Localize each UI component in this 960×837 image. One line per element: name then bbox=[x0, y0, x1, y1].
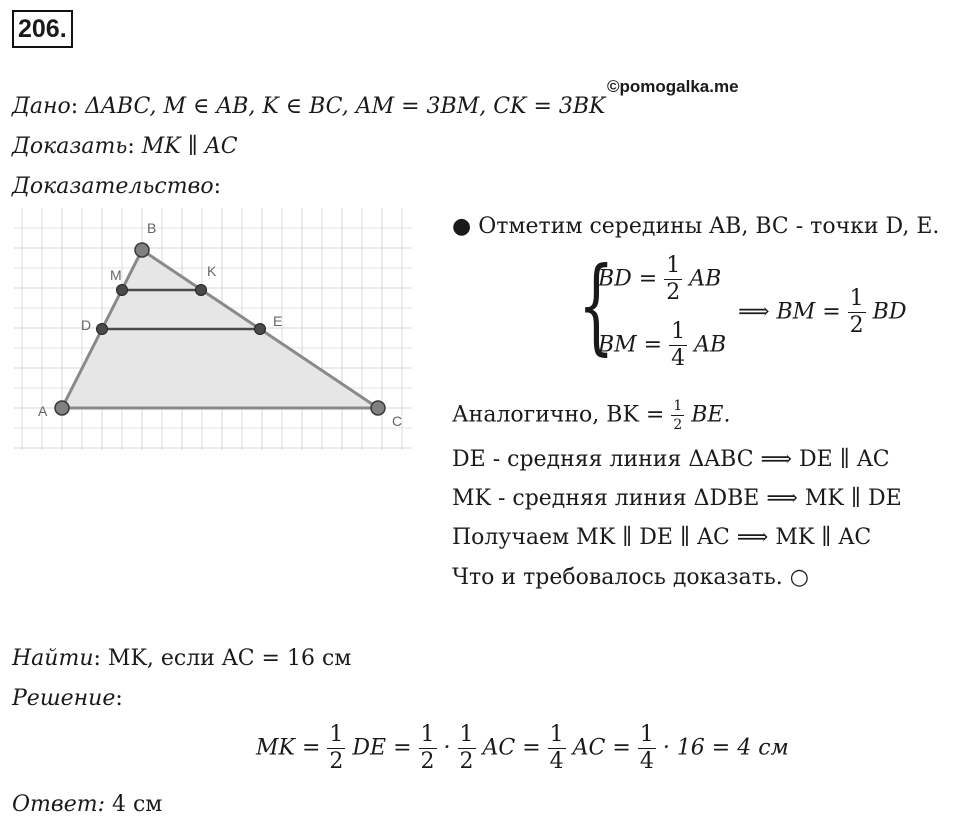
row1-fraction bbox=[664, 255, 682, 304]
result-right: BD bbox=[872, 299, 907, 325]
given-text: ΔABC, M ∈ AB, K ∈ BC, AM = 3BM, CK = 3BK bbox=[85, 94, 606, 119]
proof-label: Доказательство bbox=[12, 174, 214, 199]
sol-frac-1-den: 2 bbox=[329, 749, 344, 774]
point-b bbox=[135, 243, 149, 257]
sol-frac-5-num: 1 bbox=[639, 722, 654, 747]
watermark: ©pomogalka.me bbox=[607, 77, 739, 96]
solution-label: Решение bbox=[12, 686, 116, 711]
result-left: ⟹ BM = bbox=[738, 299, 841, 325]
system-brace: { bbox=[578, 244, 615, 366]
find-text: MK, если AC = 16 см bbox=[107, 646, 352, 671]
row1-left: BD = bbox=[598, 266, 658, 292]
analog-line bbox=[452, 399, 730, 432]
solution-heading: Решение: bbox=[12, 686, 123, 711]
sol-part-3: · bbox=[443, 735, 451, 761]
proof-line-get: Получаем MK ∥ DE ∥ AC ⟹ MK ∥ AC bbox=[452, 525, 872, 550]
label-d: D bbox=[81, 317, 92, 333]
sol-frac-3 bbox=[458, 724, 476, 773]
sol-frac-2 bbox=[419, 724, 437, 773]
find-line: Найти: MK, если AC = 16 см bbox=[12, 646, 352, 671]
solution-formula bbox=[256, 724, 789, 773]
proof-line-de: DE - средняя линия ΔABC ⟹ DE ∥ AC bbox=[452, 447, 890, 472]
row2-den: 4 bbox=[671, 346, 686, 371]
given-line: Дано: ΔABC, M ∈ AB, K ∈ BC, AM = 3BM, CK = 3BK bbox=[12, 94, 606, 119]
label-e: E bbox=[273, 313, 283, 329]
result-den: 2 bbox=[849, 313, 864, 338]
sol-frac-4-num: 1 bbox=[549, 722, 564, 747]
label-c: C bbox=[392, 413, 403, 429]
analog-den: 2 bbox=[673, 417, 683, 433]
proof-step-1: ● Отметим середины AB, BC - точки D, E. bbox=[452, 214, 940, 239]
point-k bbox=[196, 285, 207, 296]
triangle-figure bbox=[14, 208, 412, 450]
point-e bbox=[255, 324, 266, 335]
system-row-1 bbox=[598, 255, 721, 304]
prove-text: MK ∥ AC bbox=[141, 134, 238, 159]
sol-frac-5-den: 4 bbox=[639, 749, 654, 774]
row1-right: AB bbox=[689, 266, 722, 292]
sol-part-1: MK = bbox=[256, 735, 321, 761]
prove-line: Доказать: MK ∥ AC bbox=[12, 134, 238, 159]
analog-prefix: Аналогично, BK = bbox=[452, 402, 665, 428]
sol-frac-2-num: 1 bbox=[420, 722, 435, 747]
row2-num: 1 bbox=[671, 319, 686, 344]
prove-label: Доказать bbox=[12, 134, 128, 159]
row1-num: 1 bbox=[666, 253, 681, 278]
label-m: M bbox=[110, 267, 122, 283]
result-fraction bbox=[848, 288, 866, 337]
proof-line-qed: Что и требовалось доказать. ○ bbox=[452, 565, 809, 590]
sol-frac-4-den: 4 bbox=[549, 749, 564, 774]
sol-part-5: AC = bbox=[572, 735, 631, 761]
analog-num: 1 bbox=[673, 398, 683, 414]
point-m bbox=[117, 285, 128, 296]
find-label: Найти bbox=[12, 646, 94, 671]
sol-part-6: · 16 = 4 см bbox=[662, 735, 789, 761]
row2-fraction bbox=[669, 321, 687, 370]
answer-value: 4 см bbox=[112, 792, 163, 817]
point-c bbox=[371, 401, 385, 415]
row1-den: 2 bbox=[666, 280, 681, 305]
sol-frac-1-num: 1 bbox=[329, 722, 344, 747]
sol-frac-1 bbox=[327, 724, 345, 773]
point-a bbox=[55, 401, 69, 415]
sol-frac-5 bbox=[638, 724, 656, 773]
analog-suffix: BE. bbox=[691, 402, 731, 428]
system-result bbox=[738, 288, 906, 337]
answer-line bbox=[12, 792, 162, 817]
analog-fraction bbox=[671, 399, 684, 432]
result-num: 1 bbox=[849, 286, 864, 311]
row2-right: AB bbox=[694, 332, 727, 358]
proof-heading: Доказательство: bbox=[12, 174, 222, 199]
row2-left: BM = bbox=[598, 332, 663, 358]
sol-part-2: DE = bbox=[352, 735, 412, 761]
label-a: A bbox=[38, 403, 48, 419]
answer-label: Ответ: bbox=[12, 792, 105, 817]
proof-line-mk: MK - средняя линия ΔDBE ⟹ MK ∥ DE bbox=[452, 486, 902, 511]
label-k: K bbox=[207, 263, 217, 279]
sol-frac-3-num: 1 bbox=[459, 722, 474, 747]
label-b: B bbox=[147, 220, 157, 236]
sol-frac-4 bbox=[548, 724, 566, 773]
sol-part-4: AC = bbox=[482, 735, 541, 761]
given-label: Дано bbox=[12, 94, 71, 119]
problem-number: 206. bbox=[12, 10, 73, 48]
sol-frac-2-den: 2 bbox=[420, 749, 435, 774]
sol-frac-3-den: 2 bbox=[459, 749, 474, 774]
point-d bbox=[97, 324, 108, 335]
system-row-2 bbox=[598, 321, 726, 370]
